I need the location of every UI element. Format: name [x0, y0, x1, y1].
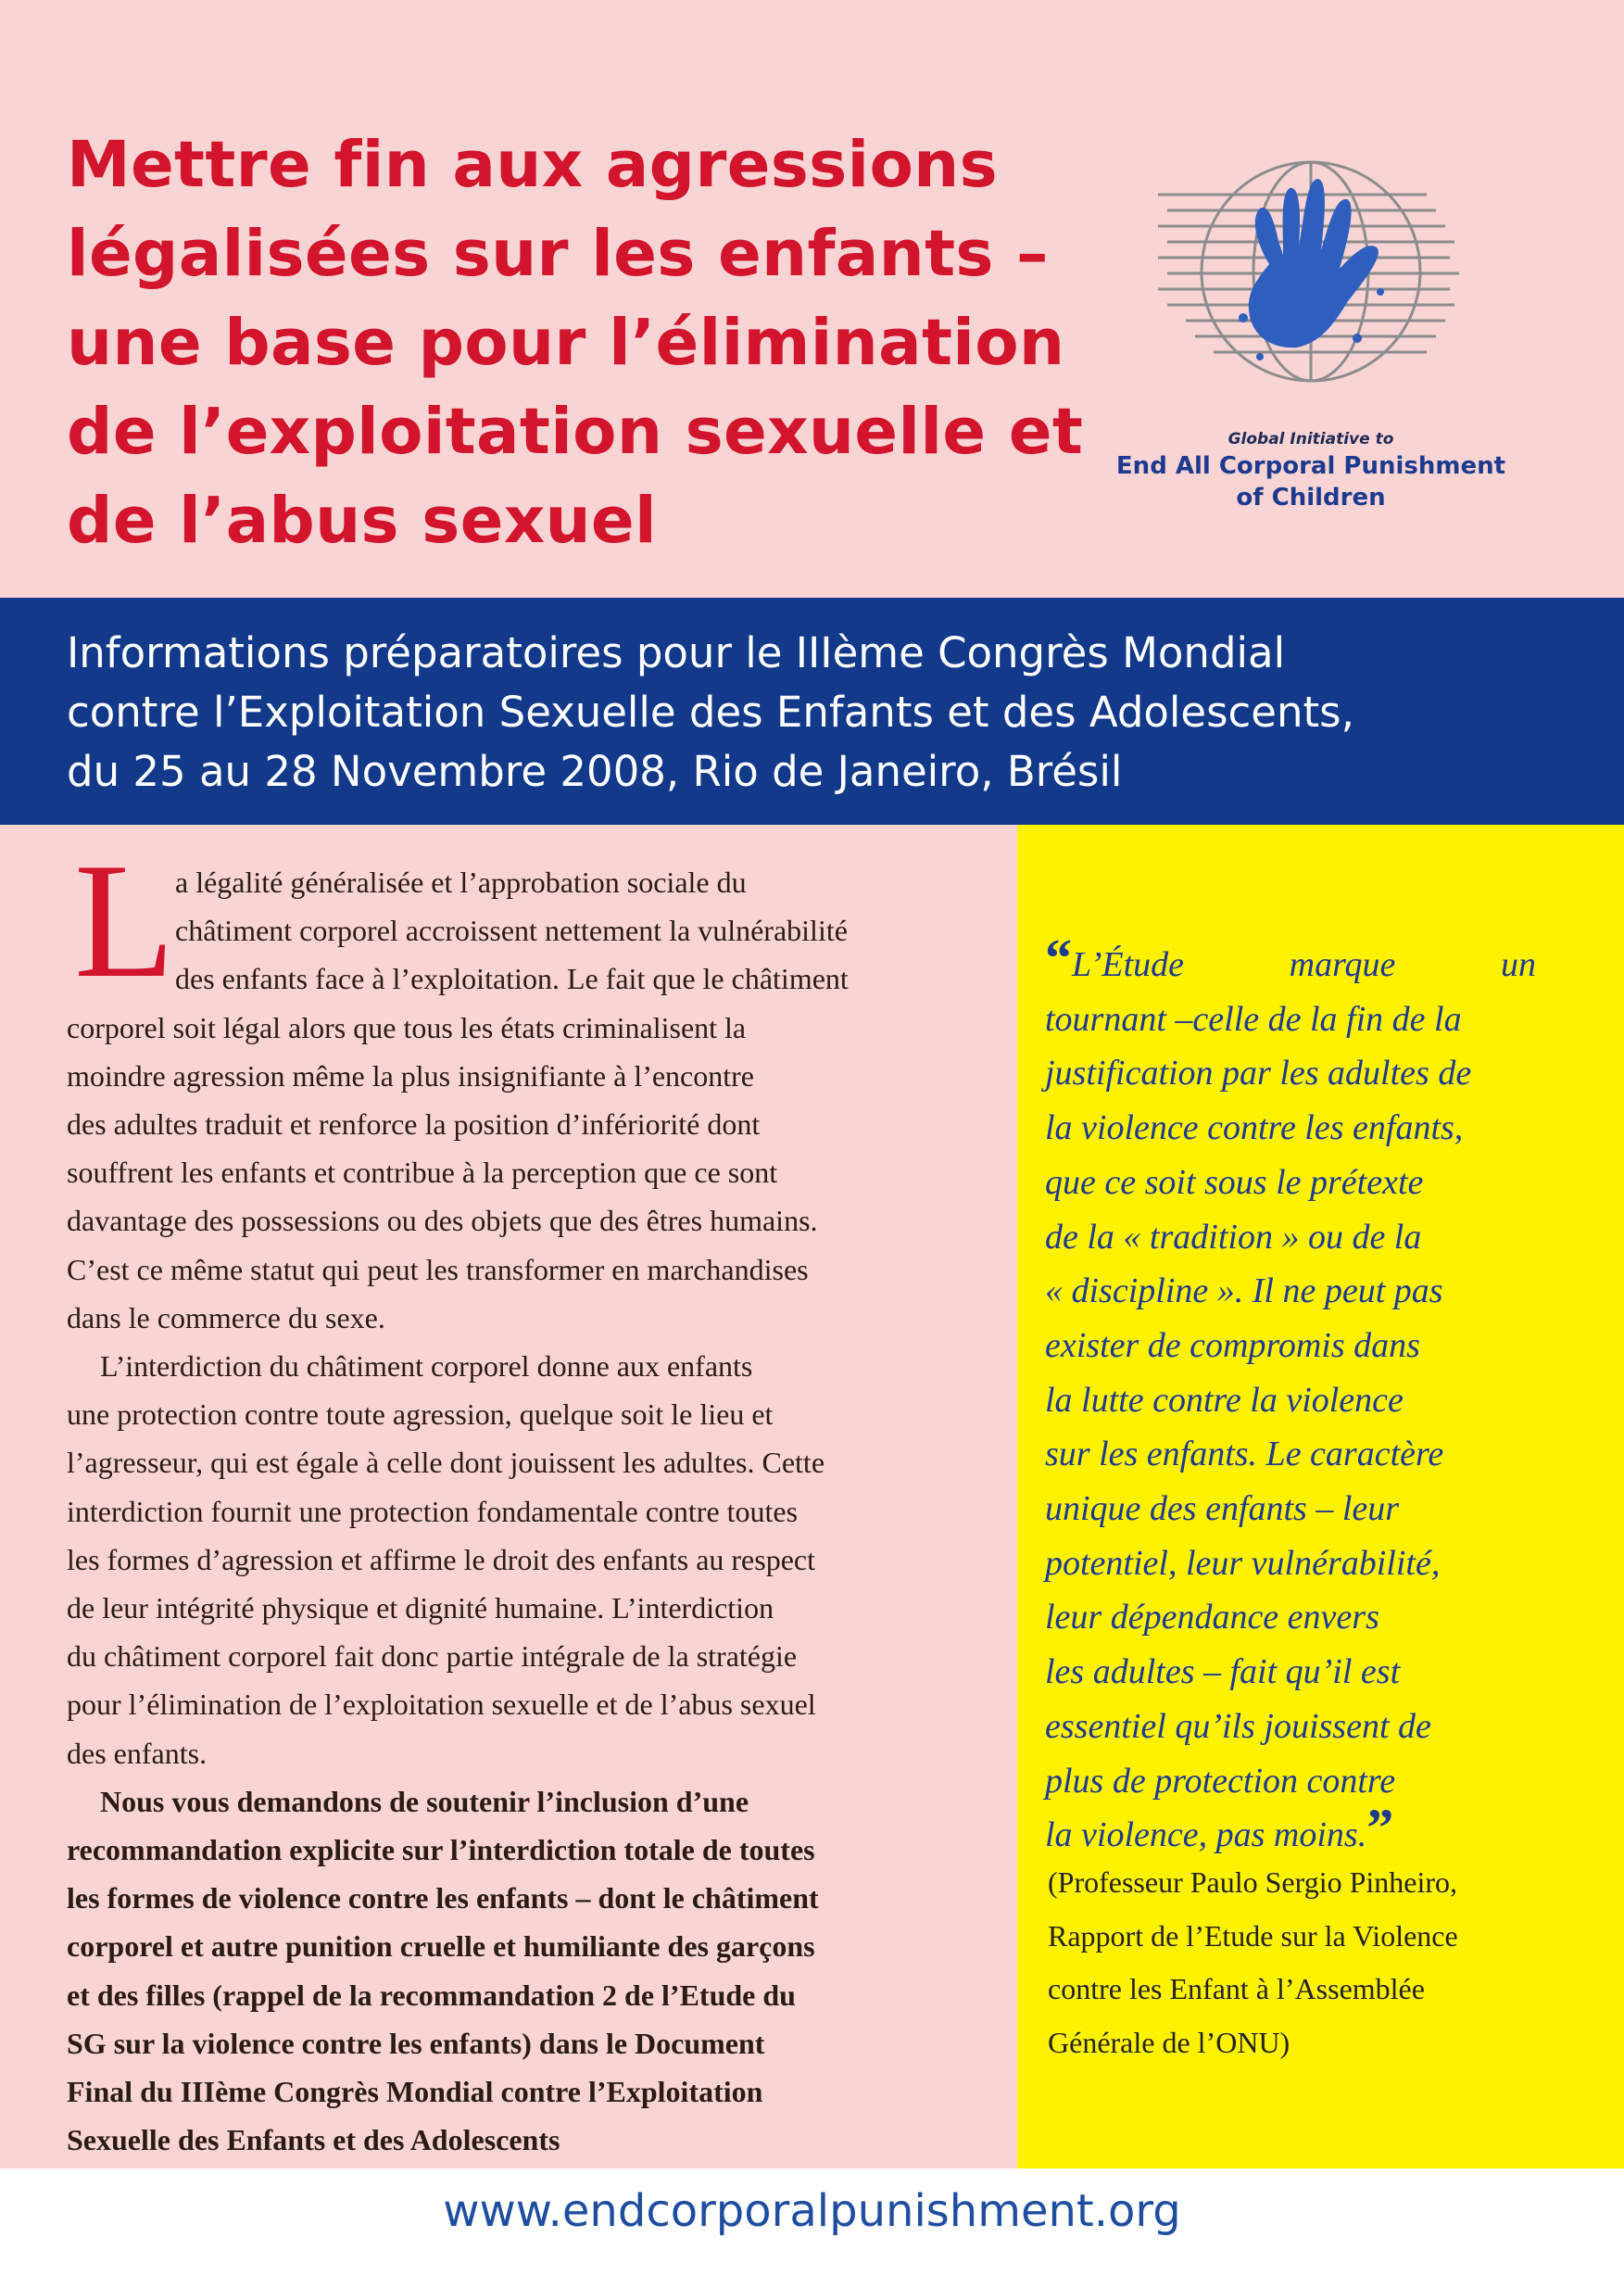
request-line: SG sur la violence contre les enfants) dans le Document: [67, 2026, 765, 2060]
text-line: davantage des possessions ou des objets que des êtres humains.: [67, 1204, 818, 1238]
text-line: une protection contre toute agression, quelque soit le lieu et: [67, 1397, 774, 1432]
quote-word: marque: [1289, 945, 1396, 984]
request-line: les formes de violence contre les enfants – dont le châtiment: [67, 1881, 819, 1915]
text-line: les formes d’agression et affirme le droit des enfants au respect: [67, 1542, 815, 1576]
quote-word: un: [1500, 945, 1536, 984]
quote-line: sur les enfants. Le caractère: [1045, 1435, 1444, 1474]
event-line: Informations préparatoires pour le IIIème Congrès Mondial: [67, 628, 1286, 677]
quote-line: potentiel, leur vulnérabilité,: [1045, 1543, 1441, 1583]
text-line: a légalité généralisée et l’approbation sociale du: [175, 866, 747, 899]
title-line: Mettre fin aux agressions: [67, 128, 998, 202]
quote-line: leur dépendance envers: [1045, 1598, 1379, 1637]
source-line: Générale de l’ONU): [1048, 2025, 1290, 2059]
request-line: Nous vous demandons de soutenir l’inclusion d’une: [100, 1784, 749, 1818]
title-line: légalisées sur les enfants –: [67, 217, 1049, 291]
quote-line: la violence, pas moins.”: [1045, 1798, 1394, 1859]
logo-text: [1107, 428, 1515, 513]
quote-line: que ce soit sous le prétexte: [1045, 1162, 1424, 1202]
text-line: du châtiment corporel fait donc partie intégrale de la stratégie: [67, 1639, 798, 1674]
title-line: de l’exploitation sexuelle et: [67, 395, 1084, 469]
quote-line: les adultes – fait qu’il est: [1045, 1652, 1401, 1692]
pull-quote: [1045, 928, 1536, 1863]
quote-line: [1045, 928, 1536, 992]
close-quote-mark: ”: [1366, 1798, 1394, 1859]
page-title: [67, 120, 1104, 565]
quote-line: de la « tradition » ou de la: [1045, 1217, 1422, 1257]
source-line: contre les Enfant à l’Assemblée: [1048, 1972, 1425, 2005]
text-line: l’agresseur, qui est égale à celle dont jouissent les adultes. Cette: [67, 1446, 825, 1480]
article-body: [67, 858, 993, 2164]
website-link[interactable]: www.endcorporalpunishment.org: [443, 2185, 1181, 2237]
globe-handprint-icon: [1158, 153, 1464, 431]
source-line: Rapport de l’Etude sur la Violence: [1048, 1918, 1458, 1953]
event-banner: [0, 598, 1624, 825]
organization-logo: [1107, 153, 1515, 524]
drop-cap: L: [74, 828, 175, 1012]
quote-word: “L’Étude: [1045, 928, 1185, 988]
text-line: des adultes traduit et renforce la position d’infériorité dont: [67, 1107, 761, 1142]
quote-line: plus de protection contre: [1045, 1761, 1396, 1801]
logo-line: of Children: [1236, 484, 1386, 512]
text-line: de leur intégrité physique et dignité humaine. L’interdiction: [67, 1591, 774, 1625]
text-line: des enfants.: [67, 1736, 208, 1770]
text-line: châtiment corporel accroissent nettement la vulnérabilité: [175, 914, 848, 948]
event-info: [67, 624, 1354, 802]
text-line: L’interdiction du châtiment corporel donne aux enfants: [100, 1349, 753, 1384]
event-line: contre l’Exploitation Sexuelle des Enfants et des Adolescents,: [67, 688, 1354, 737]
logo-line: End All Corporal Punishment: [1115, 452, 1506, 480]
quote-line: unique des enfants – leur: [1045, 1489, 1400, 1529]
quote-line: exister de compromis dans: [1045, 1325, 1420, 1365]
text-line: pour l’élimination de l’exploitation sexuelle et de l’abus sexuel: [67, 1688, 816, 1722]
text-line: moindre agression même la plus insignifiante à l’encontre: [67, 1058, 754, 1093]
event-line: du 25 au 28 Novembre 2008, Rio de Janeiro, Brésil: [67, 747, 1123, 796]
open-quote-mark: “: [1045, 928, 1072, 988]
quote-source: [1048, 1856, 1539, 2069]
request-line: recommandation explicite sur l’interdiction totale de toutes: [67, 1833, 815, 1867]
source-line: (Professeur Paulo Sergio Pinheiro,: [1048, 1865, 1458, 1899]
title-line: de l’abus sexuel: [67, 484, 657, 558]
quote-line: justification par les adultes de: [1045, 1054, 1472, 1093]
text-line: dans le commerce du sexe.: [67, 1300, 385, 1334]
text-line: interdiction fournit une protection fondamentale contre toutes: [67, 1494, 799, 1528]
request-line: et des filles (rappel de la recommandation 2 de l’Etude du: [67, 1978, 796, 2012]
quote-line: la lutte contre la violence: [1045, 1380, 1404, 1420]
text-line: corporel soit légal alors que tous les états criminalisent la: [67, 1010, 747, 1044]
quote-line: « discipline ». Il ne peut pas: [1045, 1271, 1443, 1311]
request-line: Final du IIIème Congrès Mondial contre l’Exploitation: [67, 2075, 763, 2109]
request-line: Sexuelle des Enfants et des Adolescents: [67, 2123, 560, 2157]
quote-line: essentiel qu’ils jouissent de: [1045, 1706, 1431, 1746]
text-line: des enfants face à l’exploitation. Le fait que le châtiment: [175, 962, 849, 996]
request-line: corporel et autre punition cruelle et humiliante des garçons: [67, 1929, 815, 1964]
quote-line: tournant –celle de la fin de la: [1045, 999, 1462, 1039]
logo-line: Global Initiative to: [1227, 430, 1394, 449]
title-line: une base pour l’élimination: [67, 306, 1065, 380]
text-line: C’est ce même statut qui peut les transformer en marchandises: [67, 1252, 809, 1286]
quote-line: la violence contre les enfants,: [1045, 1108, 1464, 1148]
text-line: souffrent les enfants et contribue à la perception que ce sont: [67, 1156, 778, 1190]
